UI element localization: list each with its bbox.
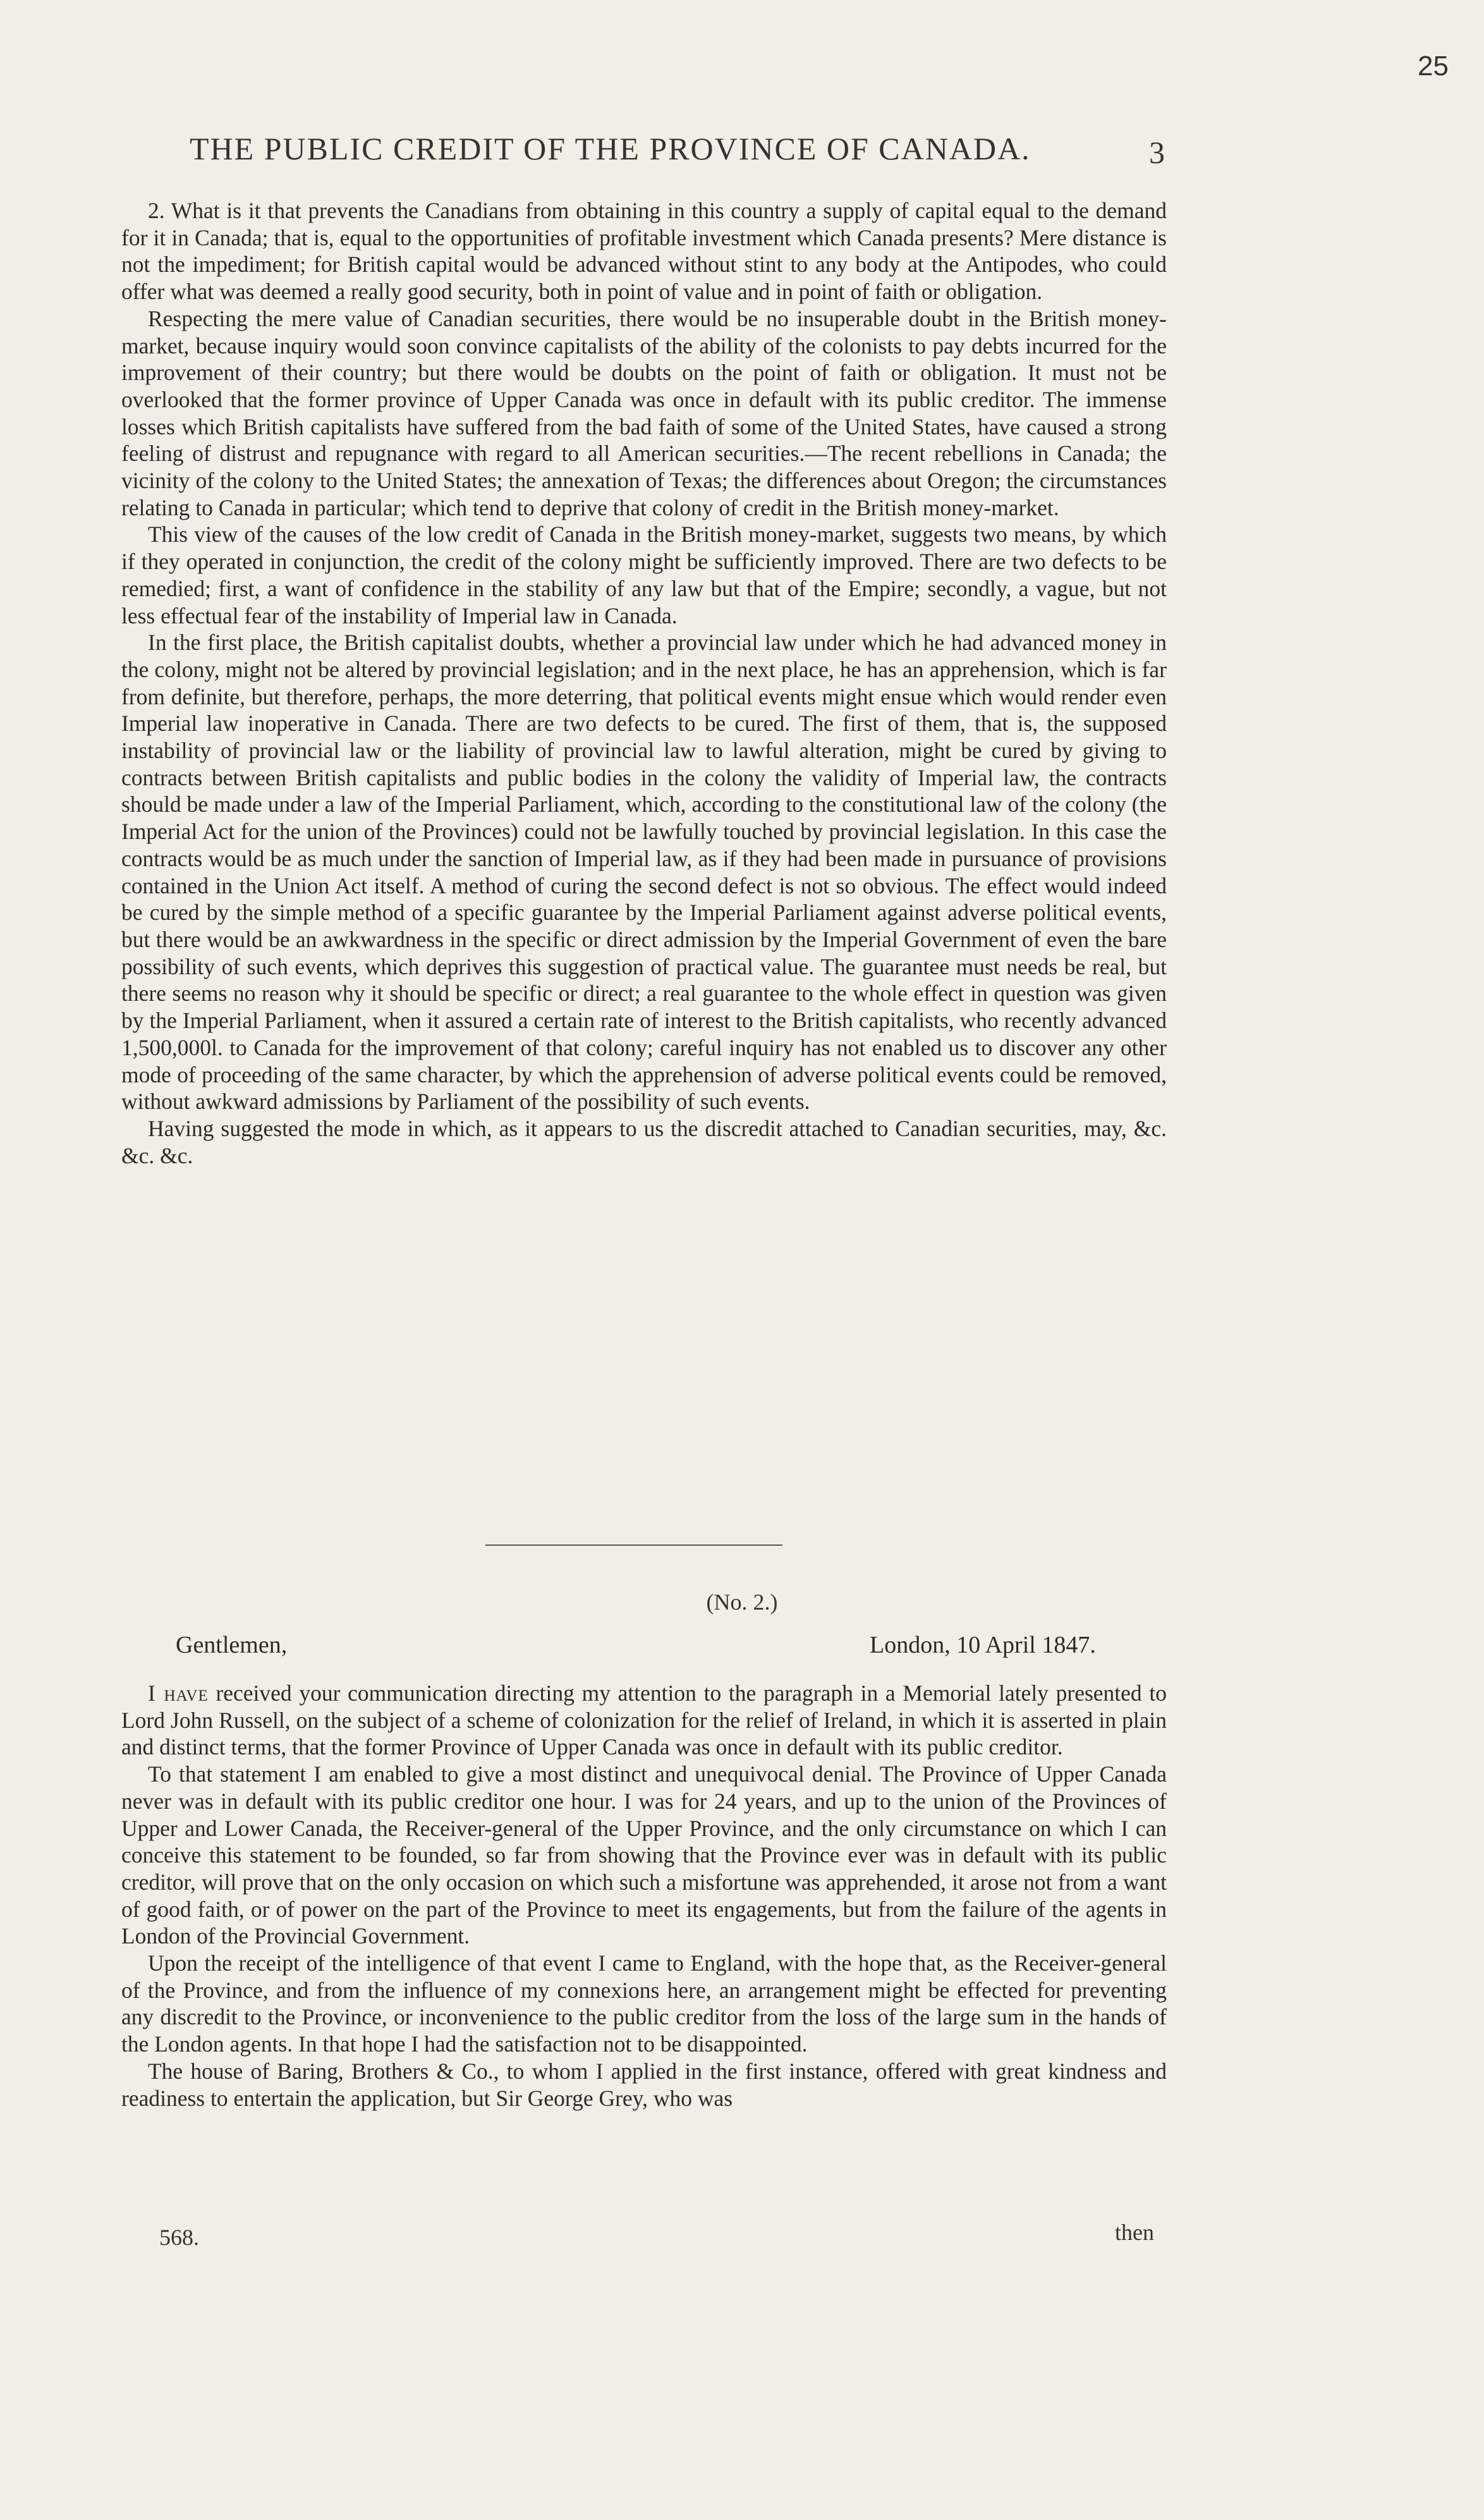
paragraph	[121, 1680, 1167, 1761]
letter-number: (No. 2.)	[706, 1589, 778, 1615]
paragraph: Having suggested the mode in which, as it appears to us the discredit attached to Canadian securities, may, &c. &c. &c.	[121, 1115, 1167, 1168]
signature-mark: 568.	[159, 2225, 199, 2250]
paragraph: To that statement I am enabled to give a most distinct and unequivocal denial. The Province of Upper Canada never was in default with its public creditor one hour. I was for 24 years, and up to the union of the Provinces of Upper and Lower Canada, the Receiver-general of the Upper Province, and the only circumstance on which I can conceive this statement to be founded, so far from showing that the Province ever was in default with its public creditor, will prove that on the only occasion on which such a misfortune was apprehended, it arose not from a want of good faith, or of power on the part of the Province to meet its engagements, but from the failure of the agents in London of the Provincial Government.	[121, 1761, 1167, 1949]
opening-small-caps: I have	[148, 1680, 209, 1706]
paragraph: Respecting the mere value of Canadian securities, there would be no insuperable doubt in the British money-market, because inquiry would soon convince capitalists of the ability of the colonists to pay debts incurred for the improvement of their country; but there would be doubts on the point of faith or obligation. It must not be overlooked that the former province of Upper Canada was once in default with its public creditor. The immense losses which British capitalists have suffered from the bad faith of some of the United States, have caused a strong feeling of distrust and repugnance with regard to all American securities.—The recent rebellions in Canada; the vicinity of the colony to the United States; the annexation of Texas; the differences about Oregon; the circumstances relating to Canada in particular; which tend to deprive that colony of credit in the British money-market.	[121, 305, 1167, 520]
letter-salutation: Gentlemen,	[176, 1632, 288, 1658]
folio-number: 3	[1149, 135, 1165, 170]
letter-dateline: London, 10 April 1847.	[870, 1632, 1096, 1658]
paragraph: The house of Baring, Brothers & Co., to whom I applied in the first instance, offered with great kindness and readiness to entertain the application, but Sir George Grey, who was	[121, 2058, 1167, 2111]
section-1-text	[121, 197, 1167, 1169]
paragraph-body: received your communication directing my attention to the paragraph in a Memorial lately presented to Lord John Russell, on the subject of a scheme of colonization for the relief of Ireland, in which it is asserted in plain and distinct terms, that the former Province of Upper Canada was once in default with its public creditor.	[121, 1680, 1167, 1760]
paragraph: Upon the receipt of the intelligence of that event I came to England, with the hope that, as the Receiver-general of the Province, and from the influence of my connexions here, an arrangement might be effected for preventing any discredit to the Province, or inconvenience to the public creditor from the loss of the large sum in the hands of the London agents. In that hope I had the satisfaction not to be disappointed.	[121, 1950, 1167, 2057]
section-divider	[485, 1544, 782, 1546]
paragraph: This view of the causes of the low credit of Canada in the British money-market, suggests two means, by which if they operated in conjunction, the credit of the colony might be sufficiently improved. There are two defects to be remedied; first, a want of confidence in the stability of any law but that of the Empire; secondly, a vague, but not less effectual fear of the instability of Imperial law in Canada.	[121, 522, 1167, 628]
page-number: 25	[1418, 51, 1449, 82]
catchword: then	[1115, 2220, 1154, 2245]
paragraph: In the first place, the British capitalist doubts, whether a provincial law under which he had advanced money in the colony, might not be altered by provincial legislation; and in the next place, he has an apprehension, which is far from definite, but therefore, perhaps, the more deterring, that political events might ensue which would render even Imperial law inoperative in Canada. There are two defects to be cured. The first of them, that is, the supposed instability of provincial law or the liability of provincial law to lawful alteration, might be cured by giving to contracts between British capitalists and public bodies in the colony the validity of Imperial law, the contracts should be made under a law of the Imperial Parliament, which, according to the constitutional law of the colony (the Imperial Act for the union of the Provinces) could not be lawfully touched by provincial legislation. In this case the contracts would be as much under the sanction of Imperial law, as if they had been made in pursuance of provisions contained in the Union Act itself. A method of curing the second defect is not so obvious. The effect would indeed be cured by the simple method of a specific guarantee by the Imperial Parliament against adverse political events, but there would be an awkwardness in the specific or direct admission by the Imperial Government of even the bare possibility of such events, which deprives this suggestion of practical value. The guarantee must needs be real, but there seems no reason why it should be specific or direct; a real guarantee to the whole effect in question was given by the Imperial Parliament, when it assured a certain rate of interest to the British capitalists, who recently advanced 1,500,000l. to Canada for the improvement of that colony; careful inquiry has not enabled us to discover any other mode of proceeding of the same character, by which the apprehension of adverse political events could be removed, without awkward admissions by Parliament of the possibility of such events.	[121, 630, 1167, 1115]
paragraph: 2. What is it that prevents the Canadians from obtaining in this country a supply of capital equal to the demand for it in Canada; that is, equal to the opportunities of profitable investment which Canada presents? Mere distance is not the impediment; for British capital would be advanced without stint to any body at the Antipodes, who could offer what was deemed a really good security, both in point of value and in point of faith or obligation.	[121, 198, 1167, 305]
running-head: THE PUBLIC CREDIT OF THE PROVINCE OF CANADA.	[190, 131, 1031, 166]
letter-text	[121, 1680, 1167, 2112]
